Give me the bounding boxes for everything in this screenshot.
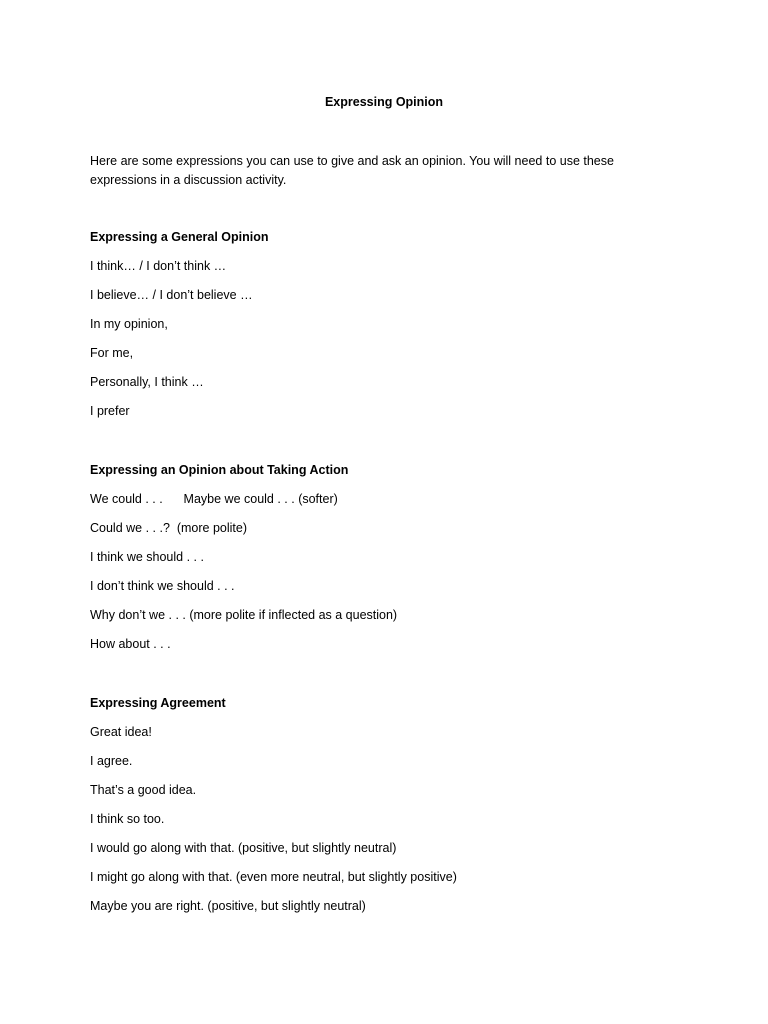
expression-line: Great idea! [90,725,152,739]
expression-line: I don’t think we should . . . [90,579,235,593]
section-taking-action [90,463,690,666]
page-title: Expressing Opinion [324,95,444,109]
expression-line: I agree. [90,754,133,768]
section-general-opinion [90,230,690,433]
expression-line: Personally, I think … [90,375,204,389]
expression-line: We could . . . Maybe we could . . . (softer) [90,492,338,506]
expression-line: I think we should . . . [90,550,204,564]
expression-line: Could we . . .? (more polite) [90,521,248,535]
expression-line: For me, [90,346,134,360]
section-heading: Expressing an Opinion about Taking Action [90,463,349,477]
expression-line: Maybe you are right. (positive, but slightly neutral) [90,899,366,913]
expression-line: That’s a good idea. [90,783,197,797]
expression-line: I prefer [90,404,130,418]
expression-line: I think… / I don’t think … [90,259,227,273]
section-agreement [90,696,690,928]
expression-line: I might go along with that. (even more neutral, but slightly positive) [90,870,457,884]
intro-paragraph: Here are some expressions you can use to give and ask an opinion. You will need to use these expressions in a discussion activity. [90,154,614,187]
expression-line: In my opinion, [90,317,168,331]
expression-line: I believe… / I don’t believe … [90,288,253,302]
section-heading: Expressing a General Opinion [90,230,269,244]
section-heading: Expressing Agreement [90,696,226,710]
expression-line: I think so too. [90,812,165,826]
expression-line: I would go along with that. (positive, but slightly neutral) [90,841,397,855]
expression-line: How about . . . [90,637,171,651]
expression-line: Why don’t we . . . (more polite if inflected as a question) [90,608,398,622]
